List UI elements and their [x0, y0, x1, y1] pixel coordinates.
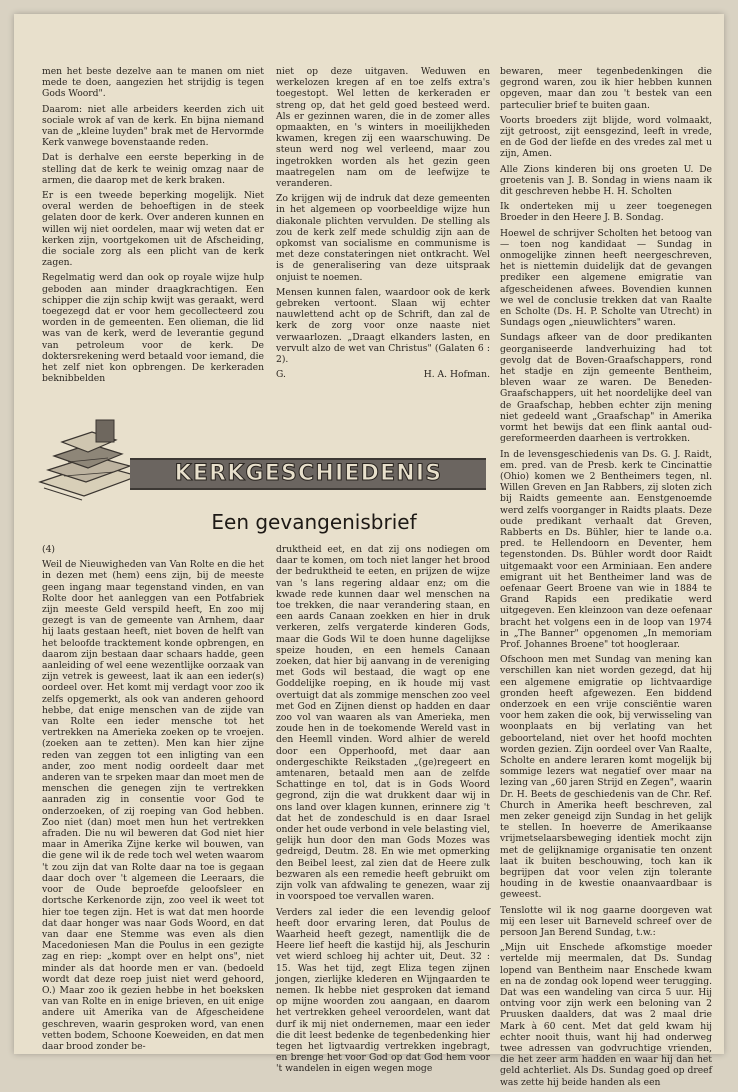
paragraph: Alle Zions kinderen bij ons groeten U. De groetenis van J. B. Sondag in wiens naam ik dit geschreven hebbe H. H. Scholten [500, 163, 712, 198]
paragraph: Sundags afkeer van de door predikanten georganiseerde landverhuizing had tot gevolg dat de Boven-Graafschappers, rond het stadje en zijn gemeente Bentheim, bleven waar ze waren. De Beneden-Graafschappers, uit het noordelijke deel van de Graafschap, hebben echter zijn mening niet gedeeld want „Graafschap" in Amerika vormt het bewijs dat een flink aantal oud-gereformeerden daarheen is vertrokken. [500, 332, 712, 445]
paragraph: Regelmatig werd dan ook op royale wijze hulp geboden aan minder draagkrachtigen. Een schipper die zijn schip kwijt was geraakt, werd toegezegd dat er voor hem gecollecteerd zou worden in de gemeenten. Een olieman, die lid was van de kerk, werd de leverantie gegund van petroleum voor de kerk. De doktersrekening werd betaald voor iemand, die het zelf niet kon opbrengen. De kerkeraden beknibbelden [42, 272, 264, 385]
books-illustration-icon [34, 412, 144, 504]
paragraph: bewaren, meer tegenbedenkingen die gegrond waren, zou ik hier hebben kunnen opgeven, maar dan zou 't bestek van een parteculier brief te buiten gaan. [500, 66, 712, 111]
paragraph: „Mijn uit Enschede afkomstige moeder vertelde mij meermalen, dat Ds. Sundag lopend van Bentheim naar Enschede kwam en na de zondag ook lopend weer terugging. Dat was een wandeling van circa 5 uur. Hij ontving voor zijn werk een beloning van 2 Pruusken daalders, dat was 2 maal drie Mark à 60 cent. Met dat geld kwam hij echter nooit thuis, want hij had onderweg twee adressen van godvruchtige vrienden, die het zeer arm hadden en waar hij dan het geld achterliet. Als Ds. Sundag goed op dreef was zette hij beide handen als een [500, 942, 712, 1088]
paragraph: In de levensgeschiedenis van Ds. G. J. Raidt, em. pred. van de Presb. kerk te Cincinattie (Ohio) komen we 2 Bentheimers tegen, nl. Willen Greven en Jan Rabbers, zij sloten zich bij Raidts gemeente aan. Eenstgenoemde werd zelfs voorganger in Raidts plaats. Deze oude predikant verhaalt dat Greven, Rabberts en Ds. Bühler, hier te lande o.a. pred. te Hellendoorn en Deventer, hem tegenstonden. Ds. Bühler wordt door Raidt uitgemaakt voor een Arminiaan. Een andere emigrant uit het Bentheimer land was de oefenaar Geert Broene van wie in 1884 te Grand Rapids een predikatie werd uitgegeven. Een kleinzoon van deze oefenaar bracht het volgens een in de loop van 1974 in „The Banner" opgenomen „In memoriam Prof. Johannes Broene" tot hoogleraar. [500, 448, 712, 650]
paragraph: niet op deze uitgaven. Weduwen en werkelozen kregen af en toe zelfs extra's toegestopt. Wel letten de kerkeraden er streng op, dat het geld goed besteed werd. Als er gezinnen waren, die in de zomer alles opmaakten, en 's winters in moeilijkheden kwamen, kregen zij een waarschuwing. De steun werd nog wel verleend, maar zou ingetrokken worden als het gezin geen maatregelen nam om de leefwijze te veranderen. [276, 66, 490, 190]
article-headline: Een gevangenisbrief [211, 510, 417, 534]
paragraph: Er is een tweede beperking mogelijk. Niet overal werden de behoeftigen in de steek gelaten door de kerk. Over anderen kunnen en willen wij niet oordelen, maar wij weten dat er kerken zijn, voortgekomen uit de Afscheiding, die sociale zorg als een plicht van de kerk zagen. [42, 190, 264, 269]
article-left-column [42, 544, 264, 1056]
paragraph: men het beste dezelve aan te manen om niet mede te doen, aangezien het strijdig is tegen Gods Woord". [42, 66, 264, 100]
section-banner [34, 412, 488, 504]
paragraph: Ofschoon men met Sundag van mening kan verschillen kan niet worden gezegd, dat hij een algemene emigratie op lichtvaardige gronden heeft afgewezen. Een biddend onderzoek en een vrije consciëntie waren voor hem zaken die ook, bij verwisseling van woonplaats en bij verlating van het geboorteland, niet over het hoofd mochten worden gezien. Zijn oordeel over Van Raalte, Scholte en andere leraren komt mogelijk bij sommige lezers wat negatief over maar na lezing van „60 jaren Strijd en Zegen", waarin Dr. H. Beets de geschiedenis van de Chr. Ref. Church in Amerika heeft beschreven, zal men zeker geneigd zijn Sundag in het gelijk te stellen. In hoeverre de Amerikaanse vrijmetselaarsbeweging identiek mocht zijn met de gelijknamige organisatie ten onzent laat ik buiten beschouwing, toch kan ik begrijpen dat voor velen zijn tolerante houding in de kwestie onaanvaardbaar is geweest. [500, 654, 712, 901]
newspaper-page [14, 14, 724, 1088]
paragraph: Dat is derhalve een eerste beperking in de stelling dat de kerk te weinig omzag naar de armen, die daarop met de kerk braken. [42, 152, 264, 186]
article-part-number: (4) [42, 544, 56, 555]
paragraph: Daarom: niet alle arbeiders keerden zich uit sociale wrok af van de kerk. En bijna niemand van de „kleine luyden" brak met de Hervormde Kerk vanwege bovenstaande reden. [42, 103, 264, 149]
paragraph: Zo krijgen wij de indruk dat deze gemeenten in het algemeen op voorbeeldige wijze hun diakonale plichten vervulden. De stelling als zou de kerk zelf mede schuldig zijn aan de opkomst van socialisme en communisme is met deze constateringen niet ontkracht. Wel is de generalisering van deze uitspraak onjuist te noemen. [276, 193, 490, 283]
paragraph: druktheid eet, en dat zij ons nodiegen om daar te komen, om toch niet langer het brood der bedruktheid te eeten, en prijzen de wijze van 's lans regering aldaar enz; om die kwade rede kunnen daar wel menschen na toe trekken, die naar verandering staan, en een aards Canaan zoekken en hier in druk verkeren, zelfs vergaterde kinderen Gods, maar die Gods Wil te doen hunne dagelijkse speize houden, en een hemels Canaan zoeken, dat hier bij aanvang in de vereniging met Gods wil bestaad, die wagt op ene Goddelijke roeping, en ik houde mij vast overtuigt dat als zommige menschen zoo veel met God en Zijnen dienst op hadden en daar zoo vol van waaren als van Amerieka, men zoude hen in de toekomende Wereld vast in den Heemll vinden. Word alhier de wereld door een Opperhoofd, met daar aan ondergeschikte Reikstaden „(ge)regeert en amtenaren, betaald men aan de zelfde Schattinge en tol, dat is in Gods Woord gegrond, zijn die wat drukkent daar wij in ons land over klagen kunnen, erinnere zig 't dat het de zondeschuld is en daar Israel onder het oude verbond in vele belasting viel, gelijk hun door den man Gods Mozes was gedreigd, Deutm. 28. En wie met opmerking den Beibel leest, zal zien dat de Heere zulk bezwaren als een remedie heeft gebruikt om zijn volk van afdwaling te genezen, waar zij in voorspoed toe vervallen waren. [276, 544, 490, 903]
article-middle-column [276, 544, 490, 1079]
top-left-column [42, 66, 264, 388]
paragraph: Hoewel de schrijver Scholten het betoog van — toen nog kandidaat — Sundag in onmogelijke zinnen heeft neergeschreven, het is niettemin duidelijk dat de gevangen prediker een algemene emigratie van afgescheidenen afwees. Bovendien kunnen we wel de conclusie trekken dat van Raalte en Scholte (Ds. H. P. Scholte van Utrecht) in Sundags ogen „nieuwlichters" waren. [500, 227, 712, 329]
signature-initial: G. [276, 369, 286, 381]
signature-author: H. A. Hofman. [423, 369, 490, 381]
section-title: KERKGESCHIEDENIS [174, 461, 443, 486]
paragraph: Voorts broeders zijt blijde, word volmaakt, zijt getroost, zijt eensgezind, leeft in vrede, en de God der liefde en des vredes zal met u zijn, Amen. [500, 114, 712, 160]
paragraph: Verders zal ieder die een levendig geloof heeft door ervaring leren, dat Poulus de Waarheid heeft gezegt, namentlijk die de Heere lief heeft die kastijd hij, als Jeschurin vet wierd schloeg hij achter uit, Deut. 32 : 15. Was het tijd, zegt Eliza tegen zijnen jongen, zierlijke klederen en Wijngaarden te nemen. Ik hebbe niet gesproken dat iemand op mijne woorden zou aangaan, en daarom het vertrekken geheel veroordelen, want dat durf ik mij niet ondernemen, maar een ieder die dit leest bedenke de tegenbedenking hier tegen het ligtvaardig vertrekken ingebragt, en brenge het voor God op dat God hem voor 't wandelen in eigen wegen moge [276, 906, 490, 1075]
author-signature [276, 369, 490, 380]
right-column [500, 66, 712, 1092]
paragraph: Ik onderteken mij u zeer toegenegen Broeder in den Heere J. B. Sondag. [500, 201, 712, 224]
paragraph: Weil de Nieuwigheden van Van Rolte en die het in dezen met (hem) eens zijn, bij de meeste geen ingang maar tegenstand vinden, en van Rolte door het aanleggen van een Potfabriek zijn meeste Geld verspild heeft, En zoo mij gezegt is van de gemeente van Arnhem, daar hij laats gestaan heeft, niet boven de helft van het beloofde tracktement konde opbrengen, en daarom zijn bestaan daar schaars hadde, geen aanleiding of wel eene wezentlijke oorzaak van zijn vetrek is geweest, laat ik aan een ieder(s) oordeel over. Het komt mij verdagt voor zoo ik zelfs opgemerkt, als ook van anderen gehoord hebbe, dat enige menschen van de zijde van van Rolte een ieder mensche tot het vertrekken na Amerieka zoeken op te vroejen. (zoeken aan te zetten). Men kan hier zijne reden van zeggen tot een inligting van een ander, zoo ment nodig oordeelt daar met anderen van te srpeken maar dan moet men de menschen die genegen zijn te vertrekken aanraden zig in consentie voor God te onderzoeken, of zij roeping van God hebben. Zoo niet (dan) moet men hun het vertrekken afraden. Die nu wil beweren dat God niet hier maar in Amerika Zijne kerke wil bouwen, van die gene wil ik de rede toch wel weten waarom 't zou zijn dat van Rolte daar na toe is gegaan daar doch over 't algemeen die Leeraars, die voor de Oude beproefde geloofsleer en dortsche Kerkenorde zijn, zoo veel ik weet tot hier toe tegen zijn. Het is wat dat men hoorde dat daar honger was naar Gods Woord, en dat van daar ene Stemme was even als dien Macedoniesen Man die Poulus in een gezigte zag en riep: „kompt over en helpt ons", niet minder als dat hoorde men er van. (bedoeld wordt dat deze roep juist niet werd gehoord, O.) Maar zoo ik gezien hebbe in het boeksken van van Rolte en in enige brieven, en uit enige andere uit Amerika van de Afgescheidene geschreven, waarin gesproken word, van enen vetten bodem, Schoone Koeweiden, en dat men daar brood zonder be- [42, 559, 264, 1052]
paragraph: Tenslotte wil ik nog gaarne doorgeven wat mij een leser uit Barneveld schreef over de persoon Jan Berend Sundag, t.w.: [500, 904, 712, 939]
paragraph: Mensen kunnen falen, waardoor ook de kerk gebreken vertoont. Slaan wij echter nauwlettend acht op de Schrift, dan zal de kerk de zorg voor onze naaste niet verwaarlozen. „Draagt elkanders lasten, en vervult alzo de wet van Christus" (Galaten 6 : 2). [276, 286, 490, 366]
top-middle-column [276, 66, 490, 380]
